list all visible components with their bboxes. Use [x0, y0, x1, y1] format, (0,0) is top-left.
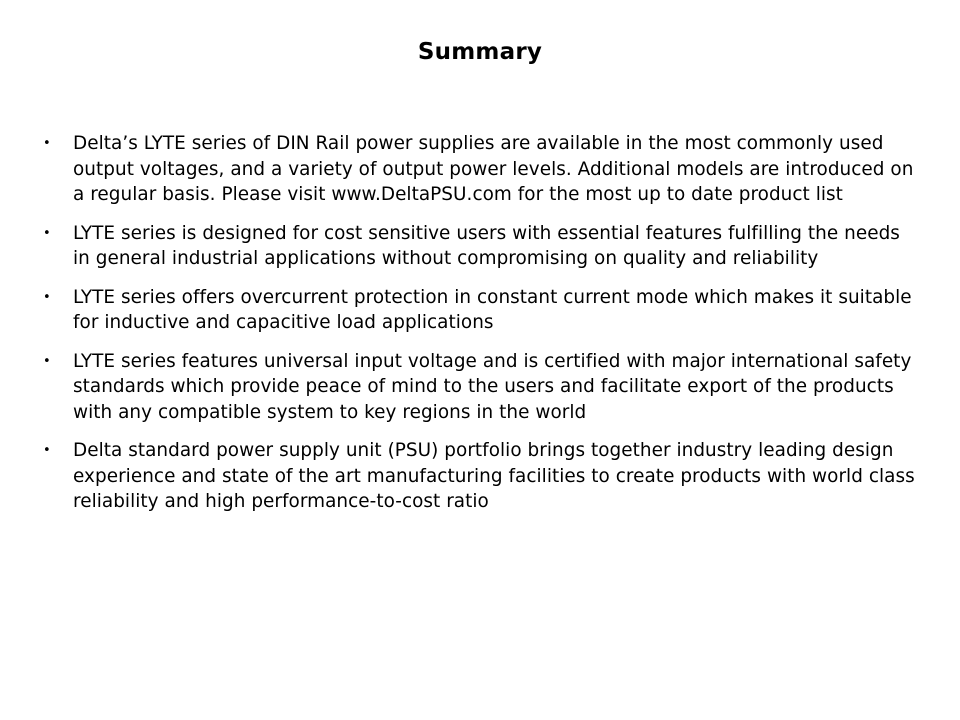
- slide-title: Summary: [417, 39, 543, 65]
- bullet-item-2: [40, 221, 920, 272]
- bullet-text: Delta’s LYTE series of DIN Rail power supplies are available in the most commonly used output voltages, and a variety of output power levels. Additional models are introduced on a regular basis. Please visit www.DeltaPSU.com for the most up to date product list: [73, 133, 914, 205]
- bullet-item-3: [40, 285, 920, 336]
- bullet-text: LYTE series is designed for cost sensitive users with essential features fulfilling the needs in general industrial applications without compromising on quality and reliability: [73, 222, 900, 269]
- bullet-text: Delta standard power supply unit (PSU) portfolio brings together industry leading design experience and state of the art manufacturing facilities to create products with world class reliability and high performance-to-cost ratio: [73, 440, 915, 512]
- bullet-marker: •: [43, 353, 51, 369]
- bullet-marker: •: [43, 136, 51, 151]
- bullet-text: LYTE series offers overcurrent protection in constant current mode which makes it suitable for inductive and capacitive load applications: [73, 286, 912, 333]
- bullet-text: LYTE series features universal input voltage and is certified with major international safety standards which provide peace of mind to the users and facilitate export of the products with any compatible system to key regions in the world: [73, 350, 912, 423]
- bullet-item-1: [40, 131, 920, 208]
- bullet-item-4: [40, 349, 920, 426]
- bullet-marker: •: [43, 225, 51, 241]
- bullet-list: [40, 131, 920, 528]
- bullet-marker: •: [43, 443, 51, 458]
- bullet-marker: •: [43, 289, 51, 305]
- bullet-item-5: [40, 438, 920, 515]
